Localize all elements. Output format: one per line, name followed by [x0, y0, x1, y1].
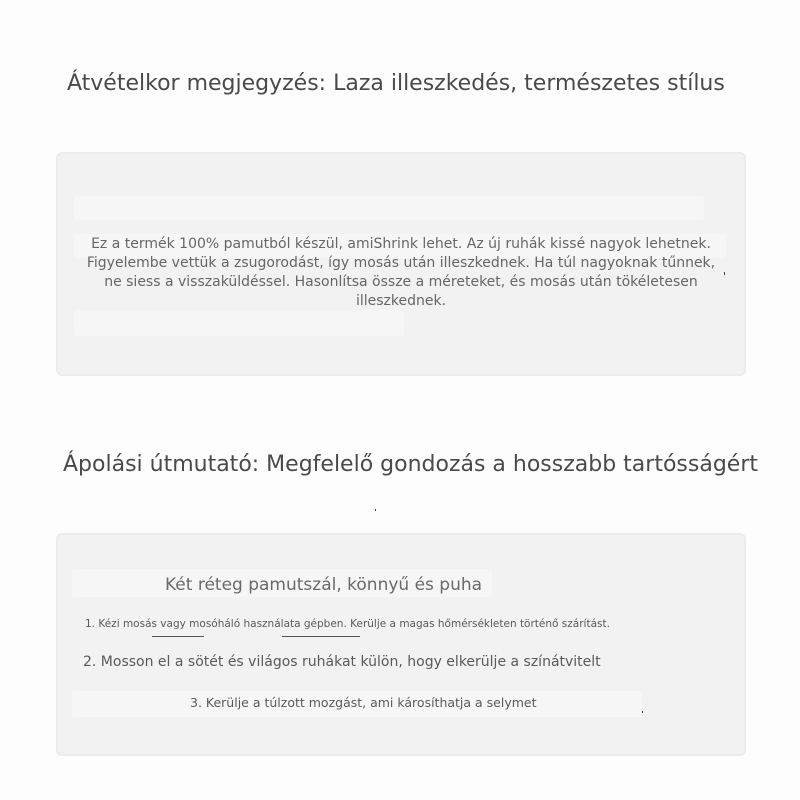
underline-mark: [282, 636, 360, 637]
care-guide-card: [56, 533, 746, 756]
care-instruction-item: 3. Kerülje a túlzott mozgást, ami károsíthatja a selymet: [190, 695, 537, 710]
underline-mark: [152, 636, 204, 637]
faded-background-strip: [74, 310, 404, 336]
receipt-note-paragraph: Ez a termék 100% pamutból készül, amiShrink lehet. Az új ruhák kissé nagyok lehetnek. Figyelembe vettük a zsugorodást, így mosás után illeszkednek. Ha túl nagyoknak tűnnek, ne siess a visszaküldéssel. Hasonlítsa össze a méreteket, és mosás után tökéletesen illeszkednek.: [86, 236, 716, 309]
stray-mark: [375, 509, 376, 511]
care-guide-subtitle: Két réteg pamutszál, könnyű és puha: [165, 575, 483, 595]
care-instruction-item: 1. Kézi mosás vagy mosóháló használata gépben. Kerülje a magas hőmérsékleten történő szárítást.: [85, 618, 610, 630]
stray-mark: [642, 711, 643, 713]
care-guide-heading: Ápolási útmutató: Megfelelő gondozás a hosszabb tartósságért: [63, 452, 758, 477]
receipt-note-heading: Átvételkor megjegyzés: Laza illeszkedés, természetes stílus: [67, 71, 725, 96]
stray-mark: [724, 272, 725, 275]
care-instruction-item: 2. Mosson el a sötét és világos ruhákat külön, hogy elkerülje a színátvitelt: [83, 654, 601, 670]
receipt-note-card: [56, 152, 746, 376]
faded-background-strip: [74, 196, 704, 220]
